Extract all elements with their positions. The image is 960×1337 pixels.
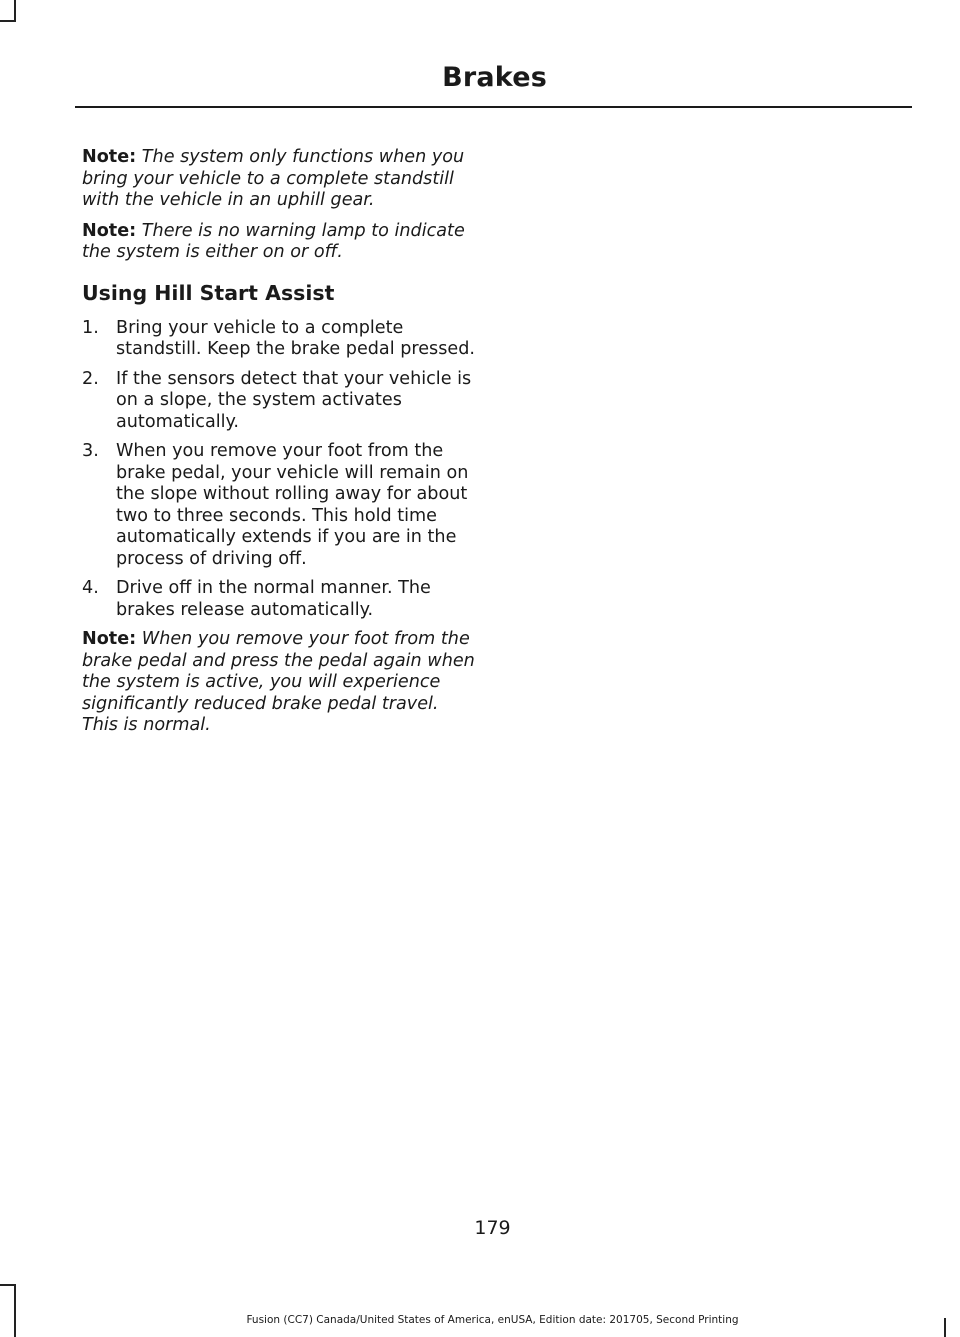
steps-list [82,318,477,622]
note-text: The system only functions when you bring your vehicle to a complete standstill with the vehicle in an uphill gear. [82,147,465,210]
main-content [82,147,477,746]
crop-mark-bottom-left-horizontal [0,1284,16,1286]
page-number: 179 [474,1217,511,1239]
step-text: When you remove your foot from the brake pedal, your vehicle will remain on the slope without rolling away for about two to three seconds. This hold time automatically extends if you are in the process of driving off. [116,441,469,569]
step-text: Bring your vehicle to a complete standstill. Keep the brake pedal pressed. [116,317,475,359]
note-label: Note: [82,220,137,241]
page-title: Brakes [442,62,547,93]
note-label: Note: [82,147,137,167]
list-item [82,441,477,570]
crop-mark-bottom-left-vertical [14,1284,16,1337]
crop-mark-top-left-vertical [14,0,16,22]
step-number: 2. [82,368,99,389]
note-label: Note: [82,629,137,649]
note-system-functions [82,147,477,212]
note-pedal-travel [82,629,477,737]
crop-mark-top-left-horizontal [0,20,16,22]
step-text: Drive off in the normal manner. The brakes release automatically. [116,578,431,620]
step-number: 4. [82,578,99,598]
step-text: If the sensors detect that your vehicle is on a slope, the system activates automatically. [116,368,472,432]
note-warning-lamp [82,221,477,264]
step-number: 3. [82,441,99,461]
note-text: There is no warning lamp to indicate the system is either on or off. [82,220,465,262]
step-number: 1. [82,317,99,338]
note-text: When you remove your foot from the brake pedal and press the pedal again when the system is active, you will experience significantly reduced brake pedal travel. This is normal. [82,629,475,735]
edition-footer: Fusion (CC7) Canada/United States of America, enUSA, Edition date: 201705, Second Printing [246,1314,739,1326]
list-item [82,369,477,434]
list-item [82,578,477,621]
header-divider [75,106,912,108]
list-item [82,318,477,361]
section-heading: Using Hill Start Assist [82,280,335,305]
